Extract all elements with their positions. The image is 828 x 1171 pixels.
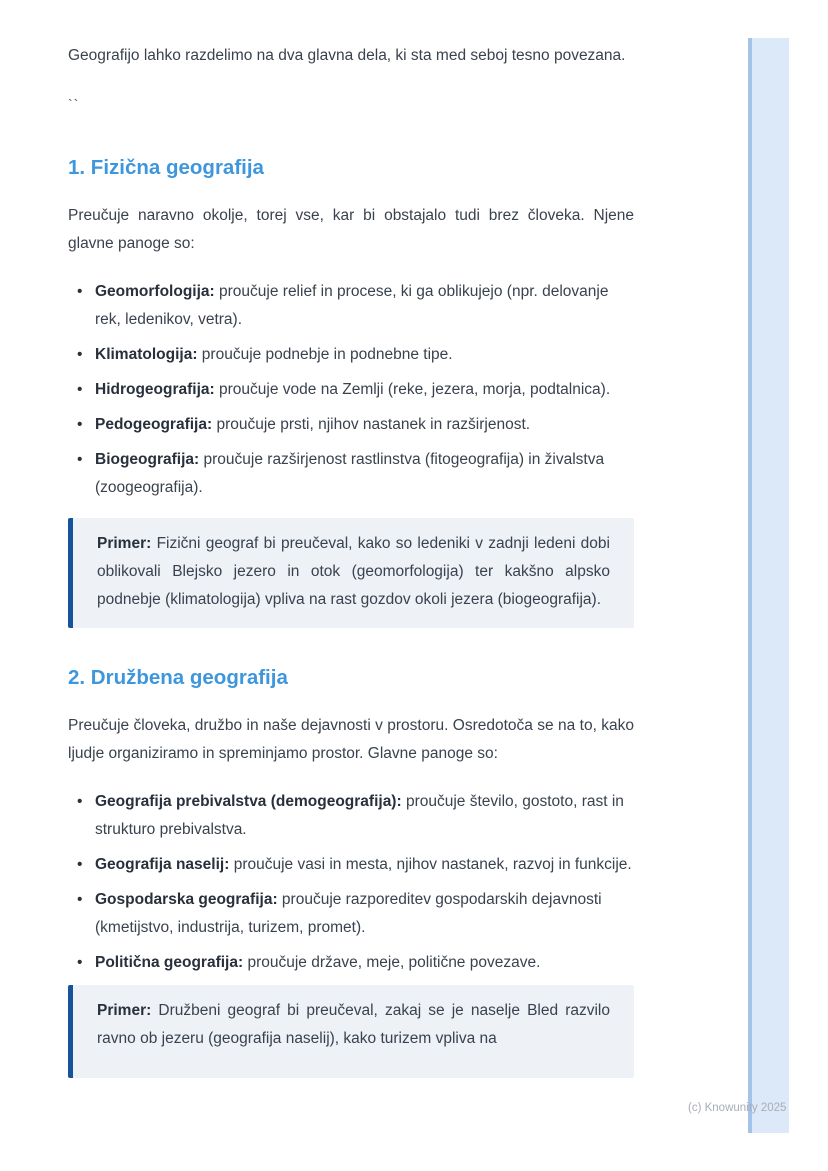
term-label: Politična geografija: (95, 954, 244, 971)
term-description: proučuje razporeditev gospodarskih dejavnosti (kmetijstvo, industrija, turizem, promet). (95, 891, 602, 936)
term-description: proučuje relief in procese, ki ga oblikujejo (npr. delovanje rek, ledenikov, vetra). (95, 283, 609, 328)
term-description: proučuje prsti, njihov nastanek in razširjenost. (216, 416, 531, 433)
term-description: proučuje vasi in mesta, njihov nastanek, razvoj in funkcije. (233, 856, 632, 873)
bullet-icon: • (77, 793, 83, 810)
term-label: Klimatologija: (95, 346, 198, 363)
list-item (77, 949, 634, 977)
term-label: Pedogeografija: (95, 416, 213, 433)
term-description: proučuje podnebje in podnebne tipe. (201, 346, 453, 363)
section-heading-druzbena-geografija: 2. Družbena geografija (68, 666, 288, 689)
term-label: Geomorfologija: (95, 283, 215, 300)
term-description: proučuje število, gostoto, rast in strukturo prebivalstva. (95, 793, 624, 838)
example-label: Primer: (97, 535, 152, 552)
page-edge-decoration (748, 38, 789, 1133)
bullet-icon: • (77, 381, 83, 398)
bullet-icon: • (77, 451, 83, 468)
list-item (77, 376, 634, 404)
term-label: Biogeografija: (95, 451, 200, 468)
section-intro: Preučuje človeka, družbo in naše dejavnosti v prostoru. Osredotoča se na to, kako ljudje organiziramo in spreminjamo prostor. Glavne panoge so: (68, 717, 634, 762)
example-body: Družbeni geograf bi preučeval, zakaj se je naselje Bled razvilo ravno ob jezeru (geografija naselij), kako turizem vpliva na (97, 1002, 610, 1047)
example-body: Fizični geograf bi preučeval, kako so ledeniki v zadnji ledeni dobi oblikovali Blejsko jezero in otok (geomorfologija) ter kakšno alpsko podnebje (klimatologija) vpliva na rast gozdov okoli jezera (biogeografija). (97, 535, 610, 608)
intro-paragraph: Geografijo lahko razdelimo na dva glavna dela, ki sta med seboj tesno povezana. (68, 47, 626, 64)
list-item (77, 278, 634, 334)
list-item (77, 411, 634, 439)
bullet-icon: • (77, 416, 83, 433)
section-heading-fizicna-geografija: 1. Fizična geografija (68, 156, 264, 179)
stray-backticks: `` (68, 96, 80, 112)
section-intro: Preučuje naravno okolje, torej vse, kar bi obstajalo tudi brez človeka. Njene glavne panoge so: (68, 207, 634, 252)
list-item (77, 788, 634, 844)
list-item (77, 341, 634, 369)
example-callout-fizicna (68, 518, 634, 628)
term-description: proučuje države, meje, politične povezave. (247, 954, 541, 971)
term-label: Hidrogeografija: (95, 381, 215, 398)
list-item (77, 851, 634, 879)
example-label: Primer: (97, 1002, 152, 1019)
example-text (97, 997, 610, 1053)
bullet-icon: • (77, 954, 83, 971)
bullet-icon: • (77, 283, 83, 300)
term-description: proučuje vode na Zemlji (reke, jezera, morja, podtalnica). (219, 381, 611, 398)
bullet-icon: • (77, 891, 83, 908)
bullet-icon: • (77, 856, 83, 873)
term-label: Geografija prebivalstva (demogeografija): (95, 793, 402, 810)
term-label: Gospodarska geografija: (95, 891, 278, 908)
example-text (97, 530, 610, 614)
list-item (77, 446, 634, 502)
bullet-icon: • (77, 346, 83, 363)
term-description: proučuje razširjenost rastlinstva (fitogeografija) in živalstva (zoogeografija). (95, 451, 605, 496)
example-callout-druzbena (68, 985, 634, 1078)
bullet-list-druzbena (68, 788, 634, 977)
list-item (77, 886, 634, 942)
copyright-watermark: (c) Knowunity 2025 (688, 1102, 787, 1114)
term-label: Geografija naselij: (95, 856, 230, 873)
bullet-list-fizicna (68, 278, 634, 502)
document-page (68, 0, 634, 1078)
